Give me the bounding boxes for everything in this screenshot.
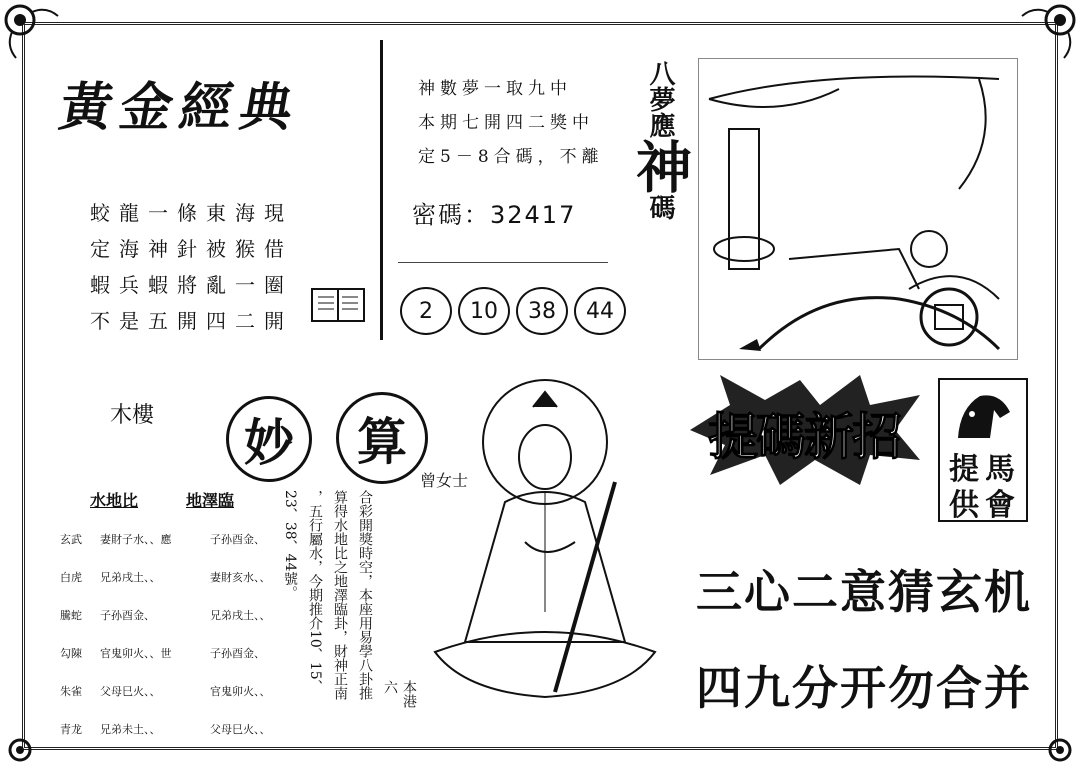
table-cell: 勾陳 [60, 647, 82, 660]
tima-banner [690, 375, 920, 485]
code-label: 密碼： [412, 201, 490, 229]
table-cell: 子孙酉金、 [100, 609, 155, 622]
corner-ornament-icon [1020, 710, 1078, 768]
author-label: 曾女士 [420, 471, 469, 490]
number-balls [400, 287, 626, 335]
corner-ornament-icon [2, 2, 60, 60]
table-cell: 騰蛇 [60, 609, 82, 622]
table-cell: 妻財亥水、、 [210, 571, 271, 584]
corner-ornament-icon [1020, 2, 1078, 60]
poem-line: 定海神針被猴借 [90, 237, 293, 261]
sleeping-god-illustration [698, 58, 1018, 360]
title-char: 神 [627, 138, 693, 194]
code-value: 32417 [490, 201, 577, 229]
horse-char: 提 [949, 452, 979, 487]
suan-circle: 算 [336, 392, 428, 484]
hexagram-heading: 水地比 [90, 491, 139, 510]
book-icon [310, 285, 366, 325]
note-column: 合彩開獎時空，本座用易學八卦推 [357, 490, 373, 700]
slogan-line: 四九分开勿合并 [696, 661, 1032, 715]
table-cell: 官鬼卯火、、世 [100, 647, 172, 660]
number-ball: 10 [458, 287, 510, 335]
note-column: 本港六 [382, 680, 417, 708]
divider [380, 40, 383, 340]
poem [90, 195, 293, 339]
table-cell: 玄武 [60, 533, 82, 546]
seated-figure-illustration [425, 362, 665, 722]
tima-text: 提碼新招 [708, 407, 900, 466]
table-cell: 父母巳火、、 [210, 723, 271, 736]
number-ball: 38 [516, 287, 568, 335]
table-cell: 白虎 [60, 571, 82, 584]
title-char: 碼 [645, 194, 675, 220]
table-cell: 朱雀 [60, 685, 82, 698]
divider [398, 262, 608, 263]
table-cell: 妻財子水、、應 [100, 533, 172, 546]
number-ball: 2 [400, 287, 452, 335]
horse-char: 會 [985, 488, 1015, 523]
slogan-line: 三心二意猜玄机 [696, 565, 1032, 619]
hexagram-heading: 地澤臨 [186, 491, 235, 510]
logo-text: 黃金經典 [55, 77, 306, 138]
poem-line: 不是五開四二開 [90, 309, 293, 333]
prediction-line: 定5－8合碼，不離 [418, 147, 604, 167]
horse-badge [938, 378, 1028, 522]
title-char: 應 [645, 112, 675, 138]
vertical-title [620, 60, 700, 220]
secret-code [412, 195, 576, 230]
table-cell: 子孙酉金、 [210, 533, 265, 546]
corner-ornament-icon [2, 710, 60, 768]
note-column: ，五行屬水，今期推介10、15、 [307, 490, 323, 694]
prediction-line: 神數夢一取九中 [418, 79, 572, 99]
poem-line: 蝦兵蝦將亂一圈 [90, 273, 293, 297]
prediction-text [418, 72, 604, 174]
table-cell: 兄弟未土、、 [100, 723, 161, 736]
table-cell: 父母巳火、、 [100, 685, 161, 698]
title-char: 夢 [645, 86, 675, 112]
table-cell: 兄弟戌土、、 [100, 571, 161, 584]
horse-char: 供 [949, 488, 979, 523]
number-ball: 44 [574, 287, 626, 335]
table-cell: 青龙 [60, 723, 82, 736]
table-cell: 子孙酉金、 [210, 647, 265, 660]
table-cell: 兄弟戌土、、 [210, 609, 271, 622]
miao-circle: 妙 [226, 396, 312, 482]
table-cell: 官鬼卯火、、 [210, 685, 271, 698]
title-char: 八 [645, 60, 675, 86]
note-column: 算得水地比之地澤臨卦，財神正南 [332, 490, 348, 700]
horse-char: 馬 [985, 452, 1015, 487]
tower-label: 木樓 [110, 403, 155, 428]
prediction-line: 本期七開四二獎中 [418, 113, 594, 133]
horse-icon [950, 388, 1014, 442]
vertical-note [280, 490, 418, 720]
poem-line: 蛟龍一條東海現 [90, 201, 293, 225]
note-column: 23、38、44號。 [282, 490, 298, 600]
